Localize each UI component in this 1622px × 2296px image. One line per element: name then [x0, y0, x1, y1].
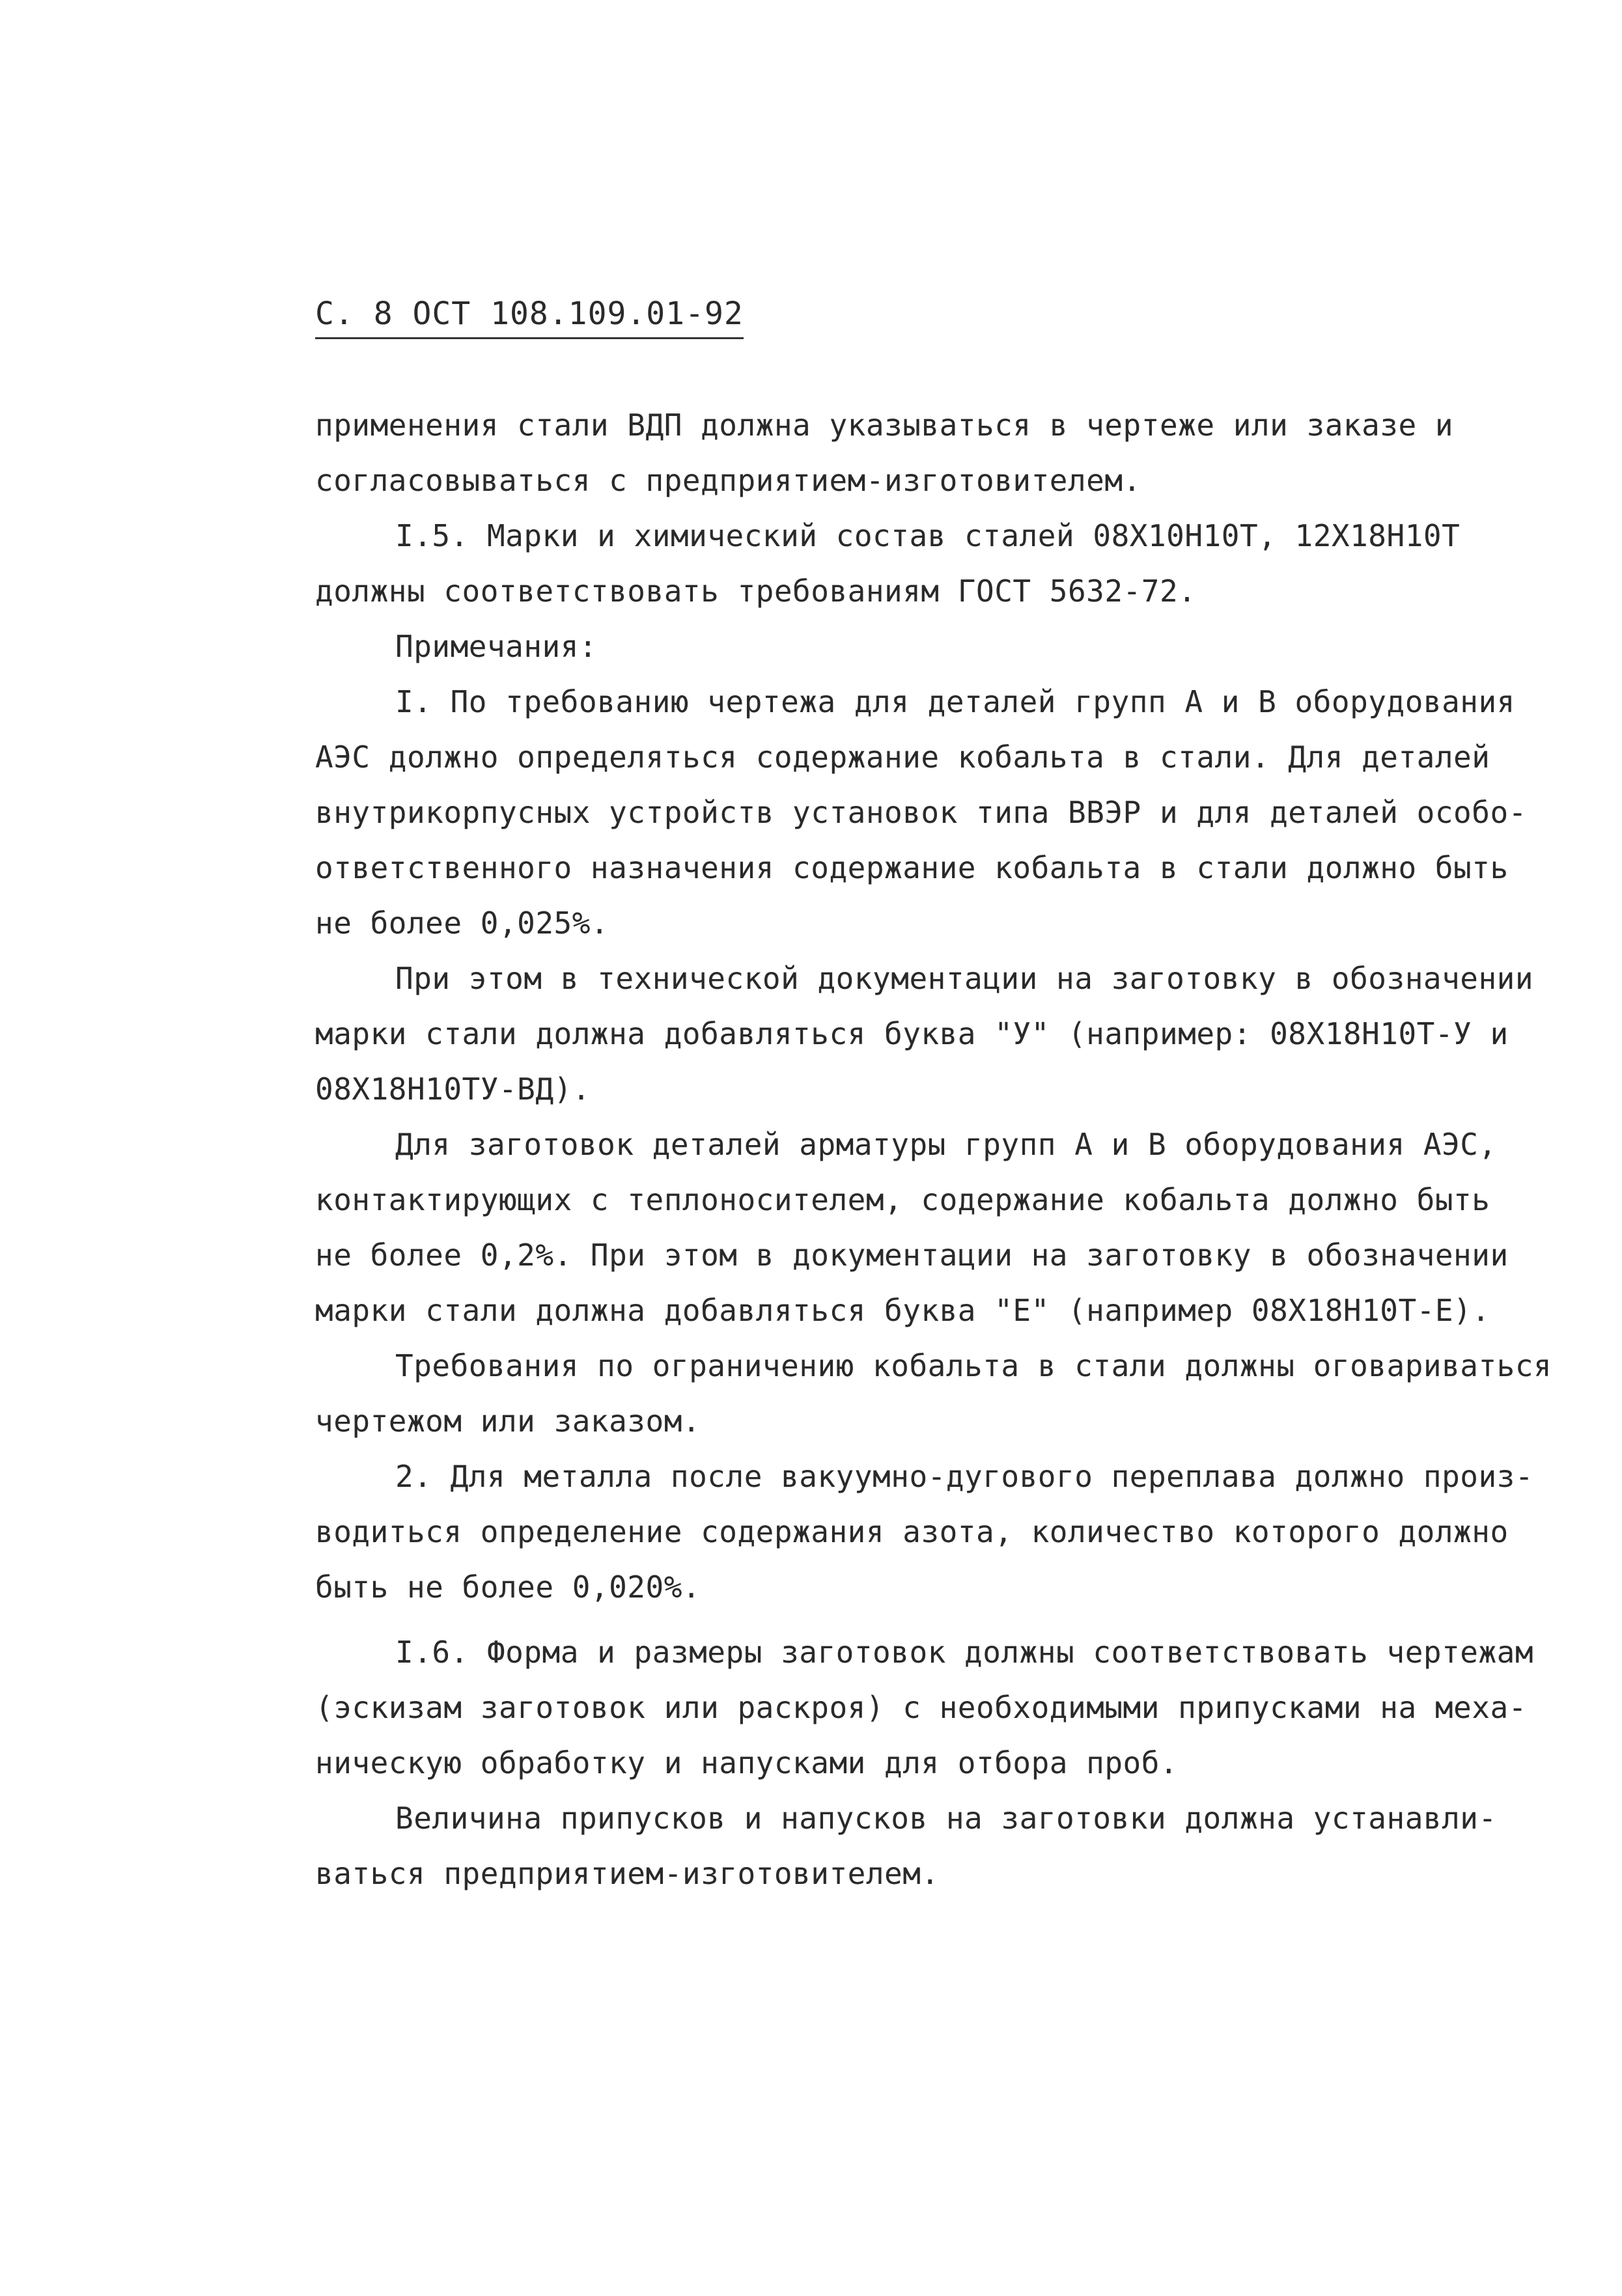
text-line: Примечания: — [395, 629, 598, 664]
text-line: не более 0,025%. — [315, 906, 609, 941]
text-line: быть не более 0,020%. — [315, 1570, 701, 1605]
text-line: I.6. Форма и размеры заготовок должны соответствовать чертежам — [395, 1635, 1534, 1670]
text-line: водиться определение содержания азота, количество которого должно — [315, 1514, 1509, 1549]
text-line: 08Х18Н10ТУ-ВД). — [315, 1072, 591, 1107]
text-line: контактирующих с теплоносителем, содержание кобальта должно быть — [315, 1182, 1490, 1217]
text-line: марки стали должна добавляться буква "Е" (например 08Х18Н10Т-Е). — [315, 1293, 1490, 1328]
text-line: ваться предприятием-изготовителем. — [315, 1856, 940, 1891]
text-line: внутрикорпусных устройств установок типа ВВЭР и для деталей особо- — [315, 795, 1527, 830]
text-line: не более 0,2%. При этом в документации на заготовку в обозначении — [315, 1238, 1509, 1273]
text-line: I. По требованию чертежа для деталей групп А и В оборудования — [395, 684, 1515, 719]
text-line: ответственного назначения содержание кобальта в стали должно быть — [315, 850, 1509, 885]
text-line: чертежом или заказом. — [315, 1404, 701, 1439]
text-line: 2. Для металла после вакуумно-дугового переплава должно произ- — [395, 1459, 1534, 1494]
text-line: Величина припусков и напусков на заготовки должна устанавли- — [395, 1801, 1497, 1836]
text-line: ническую обработку и напусками для отбора проб. — [315, 1745, 1179, 1780]
text-line: Требования по ограничению кобальта в стали должны оговариваться — [395, 1348, 1552, 1383]
text-line: I.5. Марки и химический состав сталей 08Х10Н10Т, 12Х18Н10Т — [395, 518, 1461, 553]
text-line: АЭС должно определяться содержание кобальта в стали. Для деталей — [315, 740, 1490, 775]
text-line: Для заготовок деталей арматуры групп А и В оборудования АЭС, — [395, 1127, 1497, 1162]
text-line: (эскизам заготовок или раскроя) с необходимыми припусками на меха- — [315, 1690, 1527, 1725]
text-line: должны соответствовать требованиям ГОСТ 5632-72. — [315, 574, 1197, 609]
page-header: С. 8 ОСТ 108.109.01-92 — [315, 294, 744, 339]
text-line: применения стали ВДП должна указываться в чертеже или заказе и — [315, 408, 1454, 443]
text-line: согласовываться с предприятием-изготовителем. — [315, 463, 1141, 498]
text-line: При этом в технической документации на заготовку в обозначении — [395, 961, 1534, 996]
text-line: марки стали должна добавляться буква "У" (например: 08Х18Н10Т-У и — [315, 1016, 1509, 1051]
